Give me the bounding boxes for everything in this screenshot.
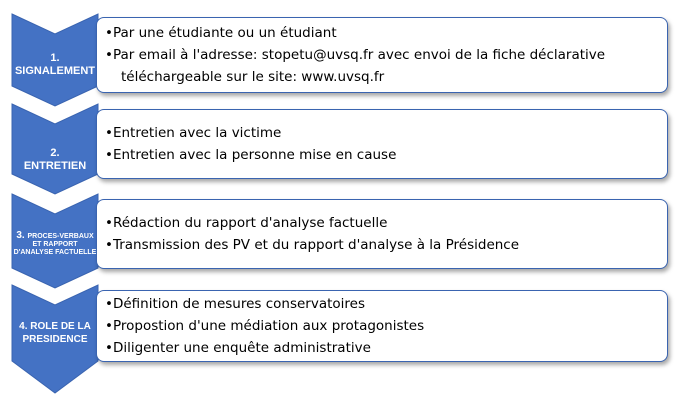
step-3-box bbox=[96, 199, 668, 269]
step-4-title: ROLE DE LA PRESIDENCE bbox=[22, 321, 91, 345]
step-1-item-2: •Par email à l'adresse: stopetu@uvsq.fr avec envoi de la fiche déclarative bbox=[105, 47, 606, 63]
step-1-number: 1. bbox=[50, 52, 60, 64]
step-4-item-2: •Propostion d'une médiation aux protagonistes bbox=[105, 318, 425, 334]
step-1-label bbox=[12, 52, 98, 78]
step-3-number: 3. bbox=[16, 230, 28, 241]
step-1-box bbox=[96, 17, 668, 93]
step-4-item-3: •Diligenter une enquête administrative bbox=[105, 340, 371, 356]
step-1-title: SIGNALEMENT bbox=[14, 65, 96, 78]
step-4-item-1: •Définition de mesures conservatoires bbox=[105, 296, 366, 312]
step-2-item-1: •Entretien avec la victime bbox=[105, 125, 282, 141]
step-2-label bbox=[12, 147, 98, 173]
step-2-number: 2. bbox=[50, 147, 60, 159]
step-4-number: 4. bbox=[19, 321, 31, 332]
step-2-title: ENTRETIEN bbox=[23, 160, 87, 173]
step-1-item-1: •Par une étudiante ou un étudiant bbox=[105, 25, 337, 41]
step-1-item-2-continued: téléchargeable sur le site: www.uvsq.fr bbox=[121, 69, 385, 85]
step-3-item-1: •Rédaction du rapport d'analyse factuelle bbox=[105, 215, 388, 231]
step-3-title: PROCES-VERBAUX ET RAPPORT D'ANALYSE FACTUELLE bbox=[13, 233, 97, 256]
step-2-item-2: •Entretien avec la personne mise en cause bbox=[105, 147, 397, 163]
step-3-item-2: •Transmission des PV et du rapport d'analyse à la Présidence bbox=[105, 237, 520, 253]
step-4-box bbox=[96, 290, 668, 362]
step-3-label bbox=[12, 232, 98, 257]
step-2-box bbox=[96, 109, 668, 179]
step-4-label bbox=[12, 320, 98, 346]
